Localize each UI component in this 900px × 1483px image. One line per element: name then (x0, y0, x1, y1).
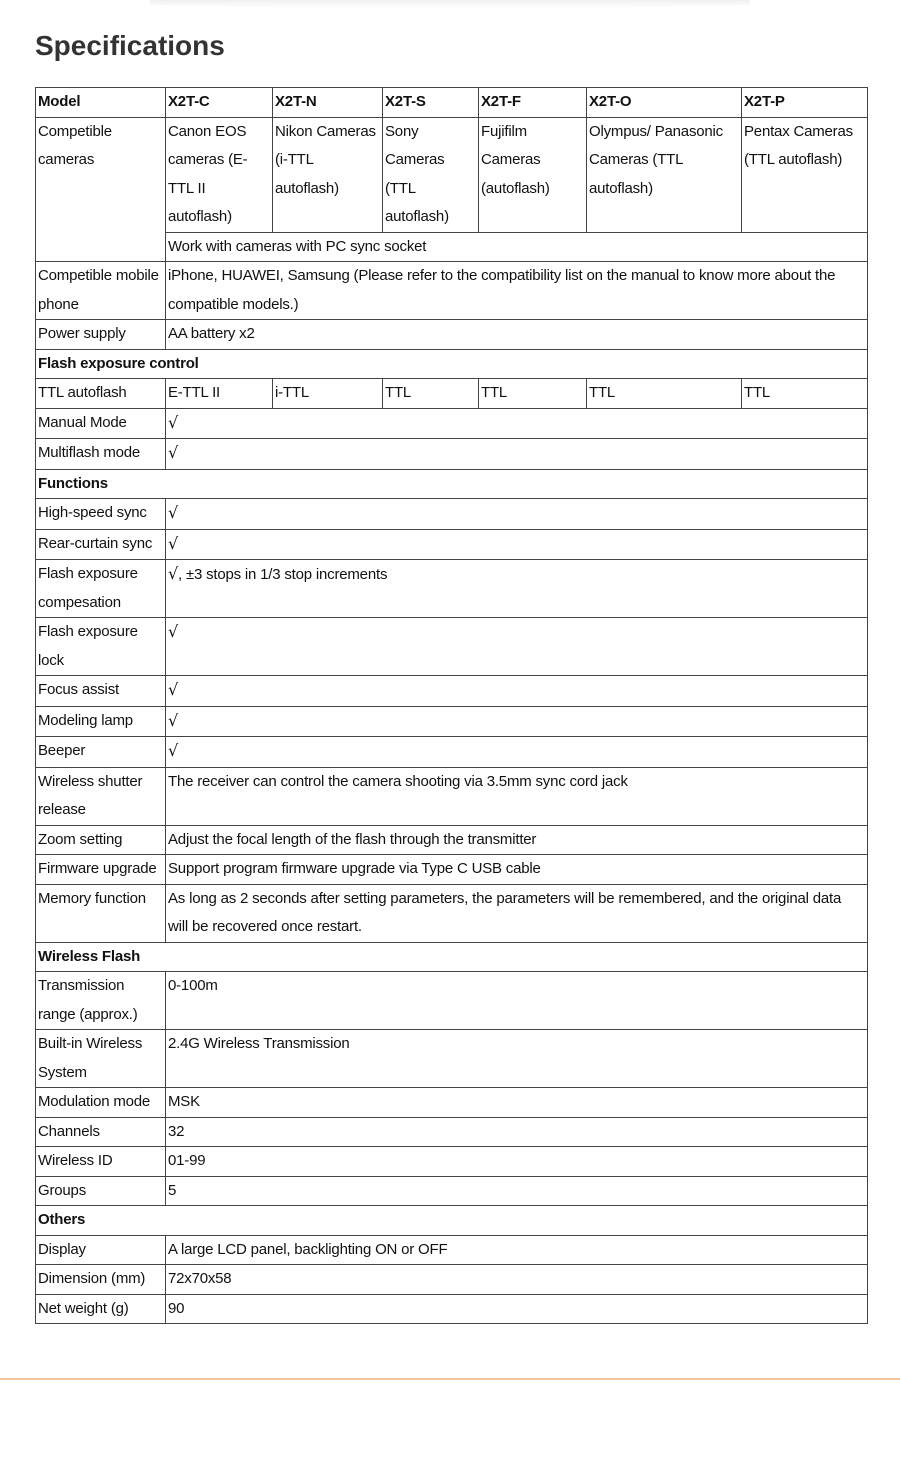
manual-mode-row (36, 408, 868, 439)
cameras-label: Competible cameras (36, 117, 166, 262)
top-shadow (150, 0, 750, 8)
section-functions (36, 469, 868, 499)
display-row (36, 1235, 868, 1265)
dimension-row (36, 1265, 868, 1295)
check-icon: √ (168, 443, 178, 462)
model-x2t-n: X2T-N (273, 88, 383, 118)
groups-value: 5 (166, 1176, 868, 1206)
firmware-value: Support program firmware upgrade via Type C USB cable (166, 855, 868, 885)
builtin-row (36, 1030, 868, 1088)
camera-pentax: Pentax Cameras (TTL autoflash) (742, 117, 868, 232)
modeling-lamp-row (36, 706, 868, 737)
zoom-value: Adjust the focal length of the flash through the transmitter (166, 825, 868, 855)
ttl-value: TTL (479, 379, 587, 409)
mobile-row (36, 262, 868, 320)
section-wireless-title: Wireless Flash (36, 942, 868, 972)
builtin-value: 2.4G Wireless Transmission (166, 1030, 868, 1088)
check-icon: √ (168, 680, 178, 699)
fec-label: Flash exposure compesation (36, 560, 166, 618)
section-flash-exposure (36, 349, 868, 379)
camera-sony: Sony Cameras (TTL autoflash) (383, 117, 479, 232)
modeling-lamp-label: Modeling lamp (36, 706, 166, 737)
model-x2t-f: X2T-F (479, 88, 587, 118)
focus-assist-label: Focus assist (36, 676, 166, 707)
check-icon: √ (168, 710, 178, 730)
modulation-row (36, 1088, 868, 1118)
ttl-value: E-TTL II (166, 379, 273, 409)
fec-value (166, 560, 868, 618)
firmware-label: Firmware upgrade (36, 855, 166, 885)
hss-value (166, 499, 868, 530)
range-label: Transmission range (approx.) (36, 972, 166, 1030)
model-x2t-s: X2T-S (383, 88, 479, 118)
ttl-value: TTL (383, 379, 479, 409)
cameras-row (36, 117, 868, 232)
focus-assist-value (166, 676, 868, 707)
check-icon: √ (168, 622, 178, 641)
fel-value (166, 618, 868, 676)
model-x2t-p: X2T-P (742, 88, 868, 118)
camera-olympus: Olympus/ Panasonic Cameras (TTL autoflash) (587, 117, 742, 232)
groups-row (36, 1176, 868, 1206)
range-value: 0-100m (166, 972, 868, 1030)
section-others (36, 1206, 868, 1236)
weight-value: 90 (166, 1294, 868, 1324)
section-functions-title: Functions (36, 469, 868, 499)
footer-divider (0, 1378, 900, 1380)
rear-curtain-label: Rear-curtain sync (36, 529, 166, 560)
camera-canon: Canon EOS cameras (E-TTL II autoflash) (166, 117, 273, 232)
ttl-value: TTL (742, 379, 868, 409)
focus-assist-row (36, 676, 868, 707)
weight-row (36, 1294, 868, 1324)
ttl-label: TTL autoflash (36, 379, 166, 409)
fec-detail: , ±3 stops in 1/3 stop increments (178, 566, 388, 583)
multiflash-label: Multiflash mode (36, 439, 166, 470)
multiflash-row (36, 439, 868, 470)
multiflash-value (166, 439, 868, 470)
ttl-value: TTL (587, 379, 742, 409)
ttl-row (36, 379, 868, 409)
fec-row (36, 560, 868, 618)
power-value: AA battery x2 (166, 320, 868, 350)
hss-row (36, 499, 868, 530)
dimension-value: 72x70x58 (166, 1265, 868, 1295)
modulation-value: MSK (166, 1088, 868, 1118)
memory-label: Memory function (36, 884, 166, 942)
shutter-label: Wireless shutter release (36, 767, 166, 825)
shutter-row (36, 767, 868, 825)
beeper-value (166, 737, 868, 768)
fel-label: Flash exposure lock (36, 618, 166, 676)
channels-value: 32 (166, 1117, 868, 1147)
weight-label: Net weight (g) (36, 1294, 166, 1324)
modulation-label: Modulation mode (36, 1088, 166, 1118)
rear-curtain-value (166, 529, 868, 560)
firmware-row (36, 855, 868, 885)
range-row (36, 972, 868, 1030)
manual-mode-label: Manual Mode (36, 408, 166, 439)
channels-row (36, 1117, 868, 1147)
wireless-id-label: Wireless ID (36, 1147, 166, 1177)
display-label: Display (36, 1235, 166, 1265)
power-label: Power supply (36, 320, 166, 350)
fel-row (36, 618, 868, 676)
pc-sync-value: Work with cameras with PC sync socket (166, 232, 868, 262)
check-icon: √ (168, 533, 178, 553)
section-wireless (36, 942, 868, 972)
model-x2t-c: X2T-C (166, 88, 273, 118)
dimension-label: Dimension (mm) (36, 1265, 166, 1295)
header-row (36, 88, 868, 118)
power-row (36, 320, 868, 350)
check-icon: √ (168, 503, 178, 522)
builtin-label: Built-in Wireless System (36, 1030, 166, 1088)
page-title: Specifications (35, 30, 225, 61)
memory-value: As long as 2 seconds after setting parameters, the parameters will be remembered, and the original data will be recovered once restart. (166, 884, 868, 942)
ttl-value: i-TTL (273, 379, 383, 409)
mobile-value: iPhone, HUAWEI, Samsung (Please refer to the compatibility list on the manual to know more about the compatible models.) (166, 262, 868, 320)
check-icon: √ (168, 564, 178, 583)
groups-label: Groups (36, 1176, 166, 1206)
zoom-label: Zoom setting (36, 825, 166, 855)
check-icon: √ (168, 412, 178, 432)
wireless-id-value: 01-99 (166, 1147, 868, 1177)
camera-fujifilm: Fujifilm Cameras (autoflash) (479, 117, 587, 232)
rear-curtain-row (36, 529, 868, 560)
modeling-lamp-value (166, 706, 868, 737)
model-x2t-o: X2T-O (587, 88, 742, 118)
display-value: A large LCD panel, backlighting ON or OFF (166, 1235, 868, 1265)
zoom-row (36, 825, 868, 855)
shutter-value: The receiver can control the camera shooting via 3.5mm sync cord jack (166, 767, 868, 825)
memory-row (36, 884, 868, 942)
beeper-label: Beeper (36, 737, 166, 768)
section-flash-exposure-title: Flash exposure control (36, 349, 868, 379)
camera-nikon: Nikon Cameras (i-TTL autoflash) (273, 117, 383, 232)
manual-mode-value (166, 408, 868, 439)
section-others-title: Others (36, 1206, 868, 1236)
model-label: Model (36, 88, 166, 118)
wireless-id-row (36, 1147, 868, 1177)
check-icon: √ (168, 741, 178, 760)
channels-label: Channels (36, 1117, 166, 1147)
mobile-label: Competible mobile phone (36, 262, 166, 320)
beeper-row (36, 737, 868, 768)
hss-label: High-speed sync (36, 499, 166, 530)
specifications-table (35, 87, 868, 1324)
